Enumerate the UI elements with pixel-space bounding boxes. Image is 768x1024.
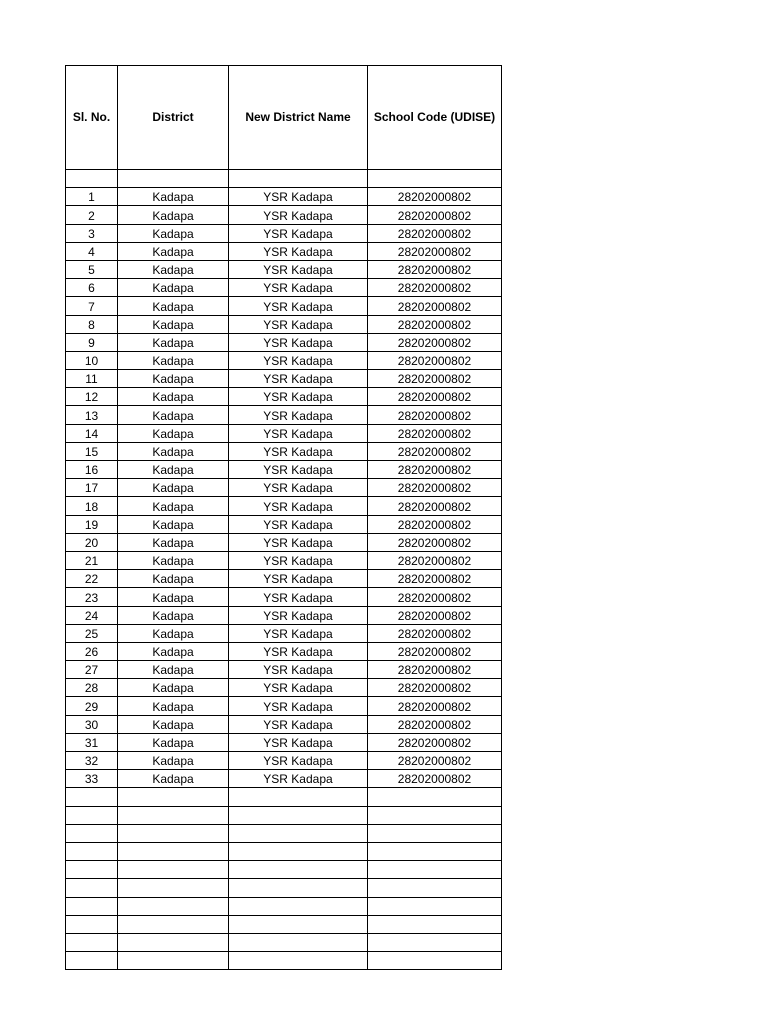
- table-row: [66, 406, 502, 424]
- cell-sl-no: 26: [66, 642, 118, 660]
- cell-district: [118, 915, 229, 933]
- cell-new-district-name: YSR Kadapa: [229, 752, 368, 770]
- table-row: [66, 824, 502, 842]
- table-row: [66, 279, 502, 297]
- spacer-cell: [229, 170, 368, 188]
- cell-sl-no: 30: [66, 715, 118, 733]
- table-row: [66, 861, 502, 879]
- header-row: [66, 66, 502, 170]
- cell-new-district-name: YSR Kadapa: [229, 206, 368, 224]
- cell-sl-no: [66, 806, 118, 824]
- cell-new-district-name: YSR Kadapa: [229, 533, 368, 551]
- cell-school-code: 28202000802: [368, 624, 502, 642]
- cell-sl-no: 11: [66, 370, 118, 388]
- table-row: [66, 933, 502, 951]
- header-spacer-row: [66, 170, 502, 188]
- cell-school-code: 28202000802: [368, 370, 502, 388]
- cell-new-district-name: YSR Kadapa: [229, 570, 368, 588]
- table-row: [66, 642, 502, 660]
- table-row: [66, 370, 502, 388]
- cell-new-district-name: YSR Kadapa: [229, 715, 368, 733]
- cell-sl-no: 16: [66, 461, 118, 479]
- cell-district: Kadapa: [118, 570, 229, 588]
- cell-district: [118, 842, 229, 860]
- cell-new-district-name: YSR Kadapa: [229, 442, 368, 460]
- cell-sl-no: 10: [66, 351, 118, 369]
- table-row: [66, 606, 502, 624]
- cell-school-code: 28202000802: [368, 551, 502, 569]
- table-row: [66, 952, 502, 970]
- cell-district: Kadapa: [118, 515, 229, 533]
- cell-district: [118, 806, 229, 824]
- cell-district: [118, 879, 229, 897]
- cell-new-district-name: YSR Kadapa: [229, 388, 368, 406]
- cell-school-code: 28202000802: [368, 642, 502, 660]
- cell-sl-no: 5: [66, 260, 118, 278]
- cell-school-code: 28202000802: [368, 752, 502, 770]
- cell-sl-no: 28: [66, 679, 118, 697]
- cell-district: Kadapa: [118, 206, 229, 224]
- cell-sl-no: [66, 952, 118, 970]
- cell-school-code: 28202000802: [368, 188, 502, 206]
- cell-school-code: 28202000802: [368, 570, 502, 588]
- cell-sl-no: 2: [66, 206, 118, 224]
- header-new-district-name: New District Name: [229, 66, 368, 170]
- cell-new-district-name: YSR Kadapa: [229, 188, 368, 206]
- cell-district: Kadapa: [118, 679, 229, 697]
- cell-school-code: 28202000802: [368, 606, 502, 624]
- cell-new-district-name: [229, 824, 368, 842]
- table-row: [66, 715, 502, 733]
- cell-district: Kadapa: [118, 770, 229, 788]
- table-row: [66, 515, 502, 533]
- cell-school-code: [368, 842, 502, 860]
- table-row: [66, 242, 502, 260]
- cell-new-district-name: YSR Kadapa: [229, 606, 368, 624]
- cell-district: Kadapa: [118, 661, 229, 679]
- cell-new-district-name: YSR Kadapa: [229, 588, 368, 606]
- cell-sl-no: [66, 788, 118, 806]
- cell-new-district-name: YSR Kadapa: [229, 297, 368, 315]
- table-row: [66, 842, 502, 860]
- cell-school-code: 28202000802: [368, 224, 502, 242]
- table-row: [66, 315, 502, 333]
- cell-district: Kadapa: [118, 642, 229, 660]
- table-row: [66, 661, 502, 679]
- cell-new-district-name: YSR Kadapa: [229, 661, 368, 679]
- table-row: [66, 915, 502, 933]
- cell-sl-no: [66, 842, 118, 860]
- cell-school-code: 28202000802: [368, 497, 502, 515]
- table-row: [66, 188, 502, 206]
- cell-new-district-name: YSR Kadapa: [229, 697, 368, 715]
- table-row: [66, 806, 502, 824]
- table-row: [66, 551, 502, 569]
- cell-district: Kadapa: [118, 752, 229, 770]
- table-body: [66, 170, 502, 970]
- cell-district: Kadapa: [118, 406, 229, 424]
- cell-district: Kadapa: [118, 715, 229, 733]
- cell-sl-no: 12: [66, 388, 118, 406]
- cell-sl-no: 9: [66, 333, 118, 351]
- cell-school-code: 28202000802: [368, 770, 502, 788]
- cell-district: Kadapa: [118, 242, 229, 260]
- cell-sl-no: 31: [66, 733, 118, 751]
- cell-school-code: 28202000802: [368, 333, 502, 351]
- table-row: [66, 479, 502, 497]
- cell-school-code: 28202000802: [368, 424, 502, 442]
- cell-new-district-name: YSR Kadapa: [229, 279, 368, 297]
- cell-school-code: 28202000802: [368, 733, 502, 751]
- cell-school-code: 28202000802: [368, 242, 502, 260]
- cell-district: Kadapa: [118, 551, 229, 569]
- cell-sl-no: 7: [66, 297, 118, 315]
- school-code-table: [65, 65, 502, 970]
- cell-school-code: 28202000802: [368, 515, 502, 533]
- cell-district: Kadapa: [118, 315, 229, 333]
- table-row: [66, 897, 502, 915]
- cell-district: [118, 861, 229, 879]
- cell-sl-no: 23: [66, 588, 118, 606]
- table-row: [66, 297, 502, 315]
- spacer-cell: [368, 170, 502, 188]
- table-row: [66, 497, 502, 515]
- cell-new-district-name: YSR Kadapa: [229, 679, 368, 697]
- cell-sl-no: 17: [66, 479, 118, 497]
- table-row: [66, 679, 502, 697]
- cell-district: Kadapa: [118, 588, 229, 606]
- cell-new-district-name: YSR Kadapa: [229, 497, 368, 515]
- cell-school-code: 28202000802: [368, 461, 502, 479]
- cell-new-district-name: YSR Kadapa: [229, 733, 368, 751]
- cell-school-code: [368, 788, 502, 806]
- cell-sl-no: [66, 933, 118, 951]
- cell-school-code: 28202000802: [368, 406, 502, 424]
- cell-new-district-name: YSR Kadapa: [229, 315, 368, 333]
- table-row: [66, 260, 502, 278]
- cell-sl-no: 4: [66, 242, 118, 260]
- cell-new-district-name: [229, 933, 368, 951]
- cell-school-code: 28202000802: [368, 697, 502, 715]
- cell-sl-no: 33: [66, 770, 118, 788]
- cell-sl-no: 15: [66, 442, 118, 460]
- cell-sl-no: 32: [66, 752, 118, 770]
- cell-school-code: [368, 933, 502, 951]
- cell-sl-no: 19: [66, 515, 118, 533]
- cell-new-district-name: YSR Kadapa: [229, 624, 368, 642]
- cell-district: Kadapa: [118, 497, 229, 515]
- cell-new-district-name: [229, 842, 368, 860]
- cell-school-code: [368, 824, 502, 842]
- cell-school-code: 28202000802: [368, 715, 502, 733]
- cell-school-code: 28202000802: [368, 315, 502, 333]
- cell-new-district-name: YSR Kadapa: [229, 260, 368, 278]
- cell-district: Kadapa: [118, 624, 229, 642]
- table-row: [66, 206, 502, 224]
- cell-district: Kadapa: [118, 424, 229, 442]
- cell-new-district-name: [229, 861, 368, 879]
- cell-sl-no: 1: [66, 188, 118, 206]
- cell-new-district-name: [229, 806, 368, 824]
- cell-new-district-name: [229, 952, 368, 970]
- table-row: [66, 788, 502, 806]
- cell-district: [118, 933, 229, 951]
- cell-new-district-name: YSR Kadapa: [229, 370, 368, 388]
- table-row: [66, 424, 502, 442]
- table-row: [66, 624, 502, 642]
- cell-new-district-name: [229, 897, 368, 915]
- table-row: [66, 697, 502, 715]
- spacer-cell: [66, 170, 118, 188]
- cell-school-code: [368, 806, 502, 824]
- cell-new-district-name: YSR Kadapa: [229, 461, 368, 479]
- cell-school-code: 28202000802: [368, 206, 502, 224]
- cell-sl-no: [66, 879, 118, 897]
- cell-sl-no: 27: [66, 661, 118, 679]
- cell-district: Kadapa: [118, 733, 229, 751]
- cell-sl-no: 8: [66, 315, 118, 333]
- cell-district: Kadapa: [118, 533, 229, 551]
- cell-sl-no: [66, 824, 118, 842]
- cell-school-code: [368, 952, 502, 970]
- cell-school-code: 28202000802: [368, 661, 502, 679]
- cell-school-code: 28202000802: [368, 679, 502, 697]
- table-row: [66, 570, 502, 588]
- cell-sl-no: [66, 861, 118, 879]
- cell-sl-no: 25: [66, 624, 118, 642]
- cell-new-district-name: YSR Kadapa: [229, 351, 368, 369]
- cell-sl-no: 21: [66, 551, 118, 569]
- cell-sl-no: [66, 915, 118, 933]
- header-district: District: [118, 66, 229, 170]
- header-school-code: School Code (UDISE): [368, 66, 502, 170]
- cell-district: [118, 897, 229, 915]
- cell-district: Kadapa: [118, 279, 229, 297]
- cell-sl-no: 13: [66, 406, 118, 424]
- table-row: [66, 733, 502, 751]
- cell-new-district-name: YSR Kadapa: [229, 333, 368, 351]
- cell-district: Kadapa: [118, 606, 229, 624]
- table-row: [66, 879, 502, 897]
- cell-new-district-name: YSR Kadapa: [229, 406, 368, 424]
- cell-sl-no: 20: [66, 533, 118, 551]
- cell-sl-no: 14: [66, 424, 118, 442]
- cell-school-code: 28202000802: [368, 351, 502, 369]
- table-row: [66, 388, 502, 406]
- table-row: [66, 351, 502, 369]
- cell-school-code: 28202000802: [368, 479, 502, 497]
- cell-new-district-name: YSR Kadapa: [229, 479, 368, 497]
- cell-district: [118, 952, 229, 970]
- table-row: [66, 333, 502, 351]
- cell-new-district-name: [229, 915, 368, 933]
- cell-school-code: 28202000802: [368, 588, 502, 606]
- cell-new-district-name: YSR Kadapa: [229, 770, 368, 788]
- cell-district: Kadapa: [118, 297, 229, 315]
- header-sl-no: Sl. No.: [66, 66, 118, 170]
- cell-district: Kadapa: [118, 351, 229, 369]
- cell-school-code: 28202000802: [368, 279, 502, 297]
- cell-new-district-name: YSR Kadapa: [229, 242, 368, 260]
- cell-district: Kadapa: [118, 479, 229, 497]
- table-row: [66, 442, 502, 460]
- cell-district: Kadapa: [118, 442, 229, 460]
- cell-district: [118, 788, 229, 806]
- cell-school-code: [368, 879, 502, 897]
- cell-district: [118, 824, 229, 842]
- table-row: [66, 224, 502, 242]
- cell-school-code: 28202000802: [368, 297, 502, 315]
- cell-district: Kadapa: [118, 260, 229, 278]
- cell-new-district-name: YSR Kadapa: [229, 551, 368, 569]
- cell-sl-no: 18: [66, 497, 118, 515]
- cell-school-code: [368, 897, 502, 915]
- cell-sl-no: 29: [66, 697, 118, 715]
- cell-district: Kadapa: [118, 188, 229, 206]
- cell-sl-no: 22: [66, 570, 118, 588]
- cell-school-code: [368, 861, 502, 879]
- cell-sl-no: 24: [66, 606, 118, 624]
- table-row: [66, 533, 502, 551]
- table-header: [66, 66, 502, 170]
- table-row: [66, 588, 502, 606]
- cell-sl-no: 6: [66, 279, 118, 297]
- cell-district: Kadapa: [118, 388, 229, 406]
- table-row: [66, 461, 502, 479]
- cell-new-district-name: [229, 879, 368, 897]
- cell-school-code: [368, 915, 502, 933]
- cell-district: Kadapa: [118, 224, 229, 242]
- table-row: [66, 770, 502, 788]
- spacer-cell: [118, 170, 229, 188]
- cell-new-district-name: YSR Kadapa: [229, 224, 368, 242]
- cell-sl-no: [66, 897, 118, 915]
- cell-district: Kadapa: [118, 333, 229, 351]
- cell-school-code: 28202000802: [368, 533, 502, 551]
- cell-new-district-name: [229, 788, 368, 806]
- cell-sl-no: 3: [66, 224, 118, 242]
- cell-district: Kadapa: [118, 370, 229, 388]
- cell-school-code: 28202000802: [368, 260, 502, 278]
- cell-new-district-name: YSR Kadapa: [229, 424, 368, 442]
- cell-school-code: 28202000802: [368, 442, 502, 460]
- cell-new-district-name: YSR Kadapa: [229, 515, 368, 533]
- cell-district: Kadapa: [118, 697, 229, 715]
- cell-new-district-name: YSR Kadapa: [229, 642, 368, 660]
- cell-school-code: 28202000802: [368, 388, 502, 406]
- table-row: [66, 752, 502, 770]
- cell-district: Kadapa: [118, 461, 229, 479]
